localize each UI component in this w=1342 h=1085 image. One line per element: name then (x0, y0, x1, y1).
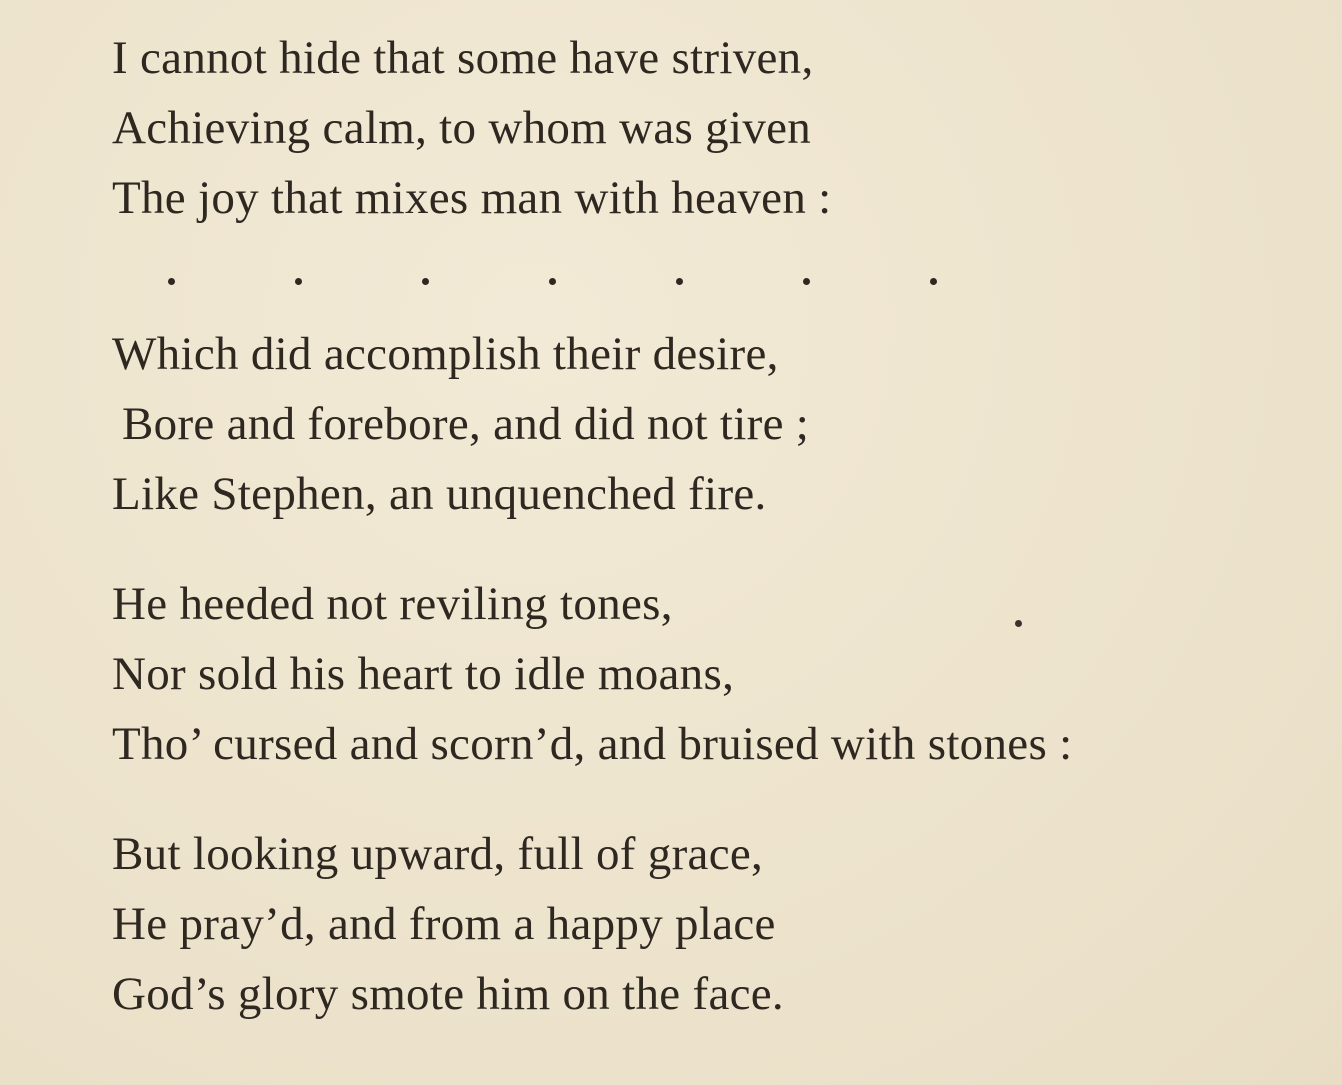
poem-line: Bore and forebore, and did not tire ; (122, 398, 810, 450)
poem-line: Like Stephen, an unquenched fire. (112, 468, 767, 520)
poem-line: The joy that mixes man with heaven : (112, 172, 832, 224)
poem-line: Which did accomplish their desire, (112, 328, 779, 380)
ellipsis-dot (549, 278, 556, 285)
ellipsis-row (160, 278, 950, 290)
ellipsis-dot (295, 278, 302, 285)
ellipsis-dot (803, 278, 810, 285)
poem-line: Tho’ cursed and scorn’d, and bruised with stones : (112, 718, 1073, 770)
poem-line: He pray’d, and from a happy place (112, 898, 776, 950)
poem-line: Nor sold his heart to idle moans, (112, 648, 735, 700)
poem-line: God’s glory smote him on the face. (112, 968, 784, 1020)
ellipsis-dot (168, 278, 175, 285)
print-speck (1015, 620, 1022, 627)
ellipsis-dot (422, 278, 429, 285)
poem-line: But looking upward, full of grace, (112, 828, 764, 880)
ellipsis-dot (676, 278, 683, 285)
ellipsis-dot (930, 278, 937, 285)
poem-line: I cannot hide that some have striven, (112, 32, 814, 84)
poem-line: He heeded not reviling tones, (112, 578, 673, 630)
poem-line: Achieving calm, to whom was given (112, 102, 812, 154)
